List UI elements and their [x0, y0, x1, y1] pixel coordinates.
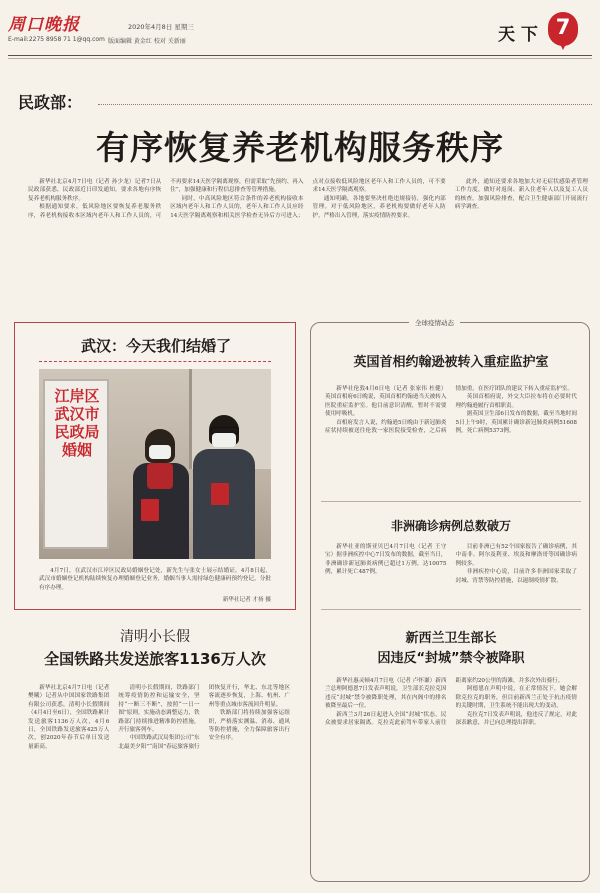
newspaper-logo: 周口晚报 — [8, 15, 80, 35]
nz-headline: 因违反“封城”禁令被降职 — [377, 651, 525, 666]
marriage-certificate-left — [141, 499, 159, 521]
africa-paragraph: 新华社亚的斯亚贝巴4月7日电（记者 王守宝）据非洲疾控中心7日发布的数据，截至当日，非洲确诊新冠肺炎病例已超过1万例，达10075例，累计死亡487例。 — [325, 544, 447, 576]
top-story-body — [28, 178, 588, 266]
wuhan-caption: 4月7日，在武汉市江岸区民政局婚姻登记处，新先生与张女士展示结婚证。4月8日起，武汉市婚姻登记机构陆续恢复办理婚姻登记业务，婚姻当事人需持绿色健康码预约登记，分批有序办理。 — [39, 568, 271, 591]
wuhan-title-rule — [39, 361, 271, 362]
railway-paragraph: 铁路部门将持续加强客运组织，严格落实测温、消毒、通风等防控措施，全力保障旅客出行安全有序。 — [208, 710, 290, 742]
registry-sign-text: 江岸区 武汉市民政局婚姻 — [54, 387, 100, 459]
masthead-date: 2020年4月8日 星期三 — [128, 23, 194, 31]
africa-headline: 非洲确诊病例总数破万 — [390, 519, 511, 533]
masthead-rule-thin — [8, 58, 592, 59]
kicker-dotted-rule — [98, 104, 592, 105]
wuhan-photo-credit: 新华社记者 才扬 摄 — [222, 597, 271, 603]
uk-paragraph: 首相府发言人说，约翰逊5日晚由于新冠肺炎症状持续被送往伦敦一家医院接受检查，之后病情加重，在医疗团队的建议下转入重症监护室。 — [325, 386, 573, 435]
section-divider — [321, 609, 581, 610]
uk-headline: 英国首相约翰逊被转入重症监护室 — [353, 355, 549, 370]
uk-paragraph: 新华社伦敦4月6日电（记者 张家伟 杜健）英国首相府6日晚说，英国首相约翰逊当天被转入医院重症监护室。他目前意识清醒，暂时不需要使用呼吸机。 — [325, 386, 447, 418]
nz-paragraph: 新西兰3月26日起进入全国“封城”状态，民众被要求居家隔离。克拉克此前驾车带家人前往距离家约20公里的海滩，并多次外出骑行。 — [325, 678, 564, 727]
top-story-headline: 有序恢复养老机构服务秩序 — [96, 128, 504, 167]
wuhan-title: 武汉：今天我们结婚了 — [80, 337, 231, 355]
section-divider — [321, 501, 581, 502]
bride-figure — [131, 429, 191, 559]
railway-kicker: 清明小长假 — [120, 629, 190, 645]
nz-kicker: 新西兰卫生部长 — [405, 631, 497, 646]
railway-body — [28, 684, 290, 882]
uk-paragraph: 据英国卫生部6日发布的数据，截至当地时间5日上午9时，英国累计确诊新冠肺炎病例51608例，死亡病例5373例。 — [455, 411, 577, 435]
railway-paragraph: 清明小长假期间，铁路部门统筹疫情防控和运输安全，坚持“一断三不断”，按照“一日一图”原则，实施动态调整运力，铁路部门持续推进精准防控措施，开行旅客列车。 — [118, 685, 200, 734]
masthead-email: E-mail:2275 8958 71 1@qq.com — [8, 36, 105, 43]
page-number-badge — [548, 12, 578, 46]
railway-paragraph: 新华社北京4月7日电（记者 樊曦）记者从中国国家铁路集团有限公司获悉，清明小长假期间（4月4日至6日），全国铁路累计发送旅客1136万人次，4月6日，全国铁路发送旅客425万人次，创2020年春节后单日发送量新高。 — [28, 685, 110, 750]
nz-paragraph: 克拉克7日发表声明说，他违反了规定，对此深表歉意，并已向总理提出辞职。 — [455, 711, 577, 727]
bride-face-mask — [149, 445, 171, 459]
uk-body — [325, 385, 577, 493]
nz-body — [325, 677, 577, 873]
section-name: 天 下 — [498, 25, 538, 45]
page-number-pointer — [557, 38, 569, 50]
top-story-kicker: 民政部： — [18, 93, 83, 112]
top-story-paragraph: 根据通知要求，低风险地区要恢复养老服务秩序，养老机构接收本区域内老年人和工作人员的，可不再要求14天医学隔离观察，但需采取“先预约、再入住”，加强健康和行程信息排查等管理措施。 — [28, 179, 304, 219]
bride-red-scarf — [147, 463, 173, 489]
railway-headline: 全国铁路共发送旅客1136万人次 — [44, 650, 266, 668]
groom-figure — [189, 415, 259, 559]
africa-body — [325, 543, 577, 605]
masthead-rule — [8, 55, 592, 56]
africa-paragraph: 目前非洲已有52个国家报告了确诊病例，其中南非、阿尔及利亚、埃及和摩洛哥等国确诊病例较多。 — [455, 544, 577, 567]
groom-face-mask — [212, 433, 236, 447]
uk-paragraph: 英国首相府说，外交大臣拉布将在必要时代理约翰逊履行首相职责。 — [455, 394, 577, 409]
africa-paragraph: 非洲疾控中心说，目前许多非洲国家采取了封城、宵禁等防控措施，以遏制疫情扩散。 — [455, 569, 577, 584]
wedding-photo — [39, 369, 271, 559]
page-number: 7 — [555, 15, 571, 39]
global-epidemic-tag: 全球疫情动态 — [409, 318, 460, 327]
top-story-paragraph: 同时，中高风险地区符合条件的养老机构接收本区域内老年人和工作人员的，老年人和工作人员应经14天医学隔离观察和相关医学检查无异后方可进入；点对点接收低风险地区老年人和工作人员的，可不要求14天医学隔离观察。 — [170, 179, 446, 219]
marriage-certificate-right — [211, 483, 229, 505]
top-story-paragraph: 新华社北京4月7日电（记者 孙少龙）记者7日从民政部获悉，民政部近日印发通知，要求各地有序恢复养老机构服务秩序。 — [28, 179, 162, 202]
railway-paragraph: 中国铁路武汉局集团公司“东北最美夕阳”“南国”春运旅客旅行团恢复开行，华北、东北等地区客流逐步恢复，上海、杭州、广州等重点城市客流回升明显。 — [118, 685, 290, 750]
masthead — [0, 0, 600, 74]
global-epidemic-box — [310, 319, 590, 882]
nz-paragraph: 新华社惠灵顿4月7日电（记者 卢怀谦）新西兰总理阿德恩7日发表声明说，卫生部长克拉克因违反“封城”禁令被降职处理，其在内阁中的排名被降至最后一位。 — [325, 678, 447, 710]
nz-paragraph: 阿德恩在声明中说，在正常情况下，她会解除克拉克的职务，但目前新西兰正处于抗击疫情的关键时期，卫生系统不能出现大的变动。 — [455, 686, 577, 710]
top-story-paragraph: 此外，通知还要求各地加大对无症状感染者管理工作力度，做好对返岗、新入住老年人以及复工人员的核查，加强风险排查，配合卫生健康部门开展流行病学调查。 — [454, 179, 588, 211]
top-story-paragraph: 通知明确，各地要坚决杜绝违规接待，强化内部管理。对于低风险地区，养老机构要做好老年人防护，严格出入管理，落实疫情防控要求。 — [312, 195, 446, 219]
masthead-staff: 版面编辑 黄金红 校对 关新丽 — [108, 38, 186, 45]
wuhan-photo-box — [14, 322, 296, 610]
registry-sign-board — [43, 379, 109, 549]
